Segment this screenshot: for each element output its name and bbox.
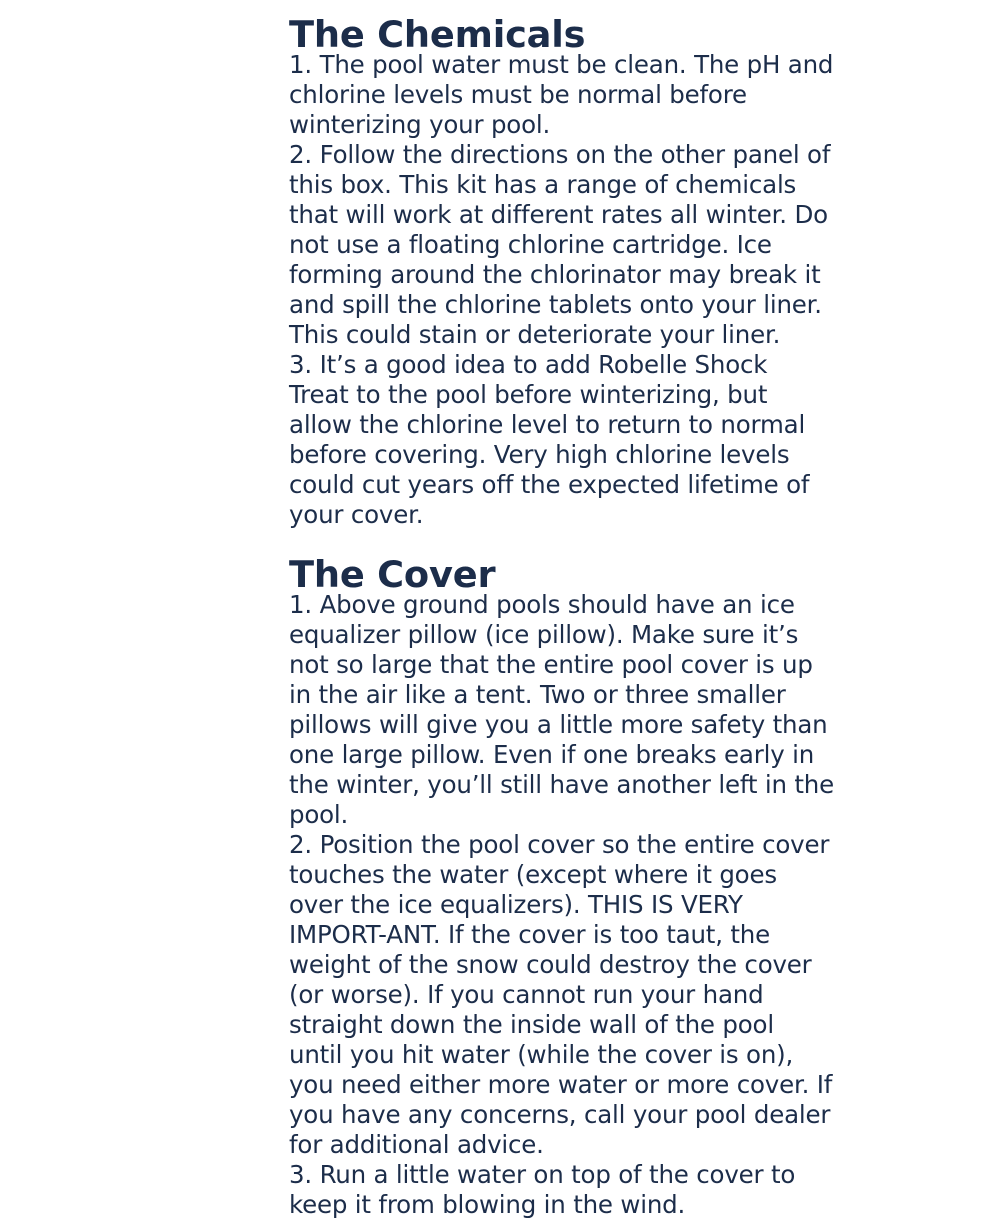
- section-heading-cover: The Cover: [289, 553, 496, 596]
- section-heading-chemicals: The Chemicals: [289, 13, 586, 56]
- section-cover: [289, 553, 834, 1220]
- instruction-document: [289, 13, 834, 1220]
- cover-step-3: 3. Run a little water on top of the cover to keep it from blowing in the wind.: [289, 1160, 796, 1219]
- cover-step-1: 1. Above ground pools should have an ice equalizer pillow (ice pillow). Make sure it’s not so large that the entire pool cover is up in the air like a tent. Two or three smaller pillows will give you a little more safety than one large pillow. Even if one breaks early in the winter, you’ll still have another left in the pool.: [289, 590, 834, 829]
- chemicals-step-3: 3. It’s a good idea to add Robelle Shock Treat to the pool before winterizing, but allow the chlorine level to return to normal before covering. Very high chlorine levels could cut years off the expected lifetime of your cover.: [289, 350, 810, 529]
- cover-step-2: 2. Position the pool cover so the entire cover touches the water (except where it goes over the ice equalizers). THIS IS VERY IMPORT-ANT. If the cover is too taut, the weight of the snow could destroy the cover (or worse). If you cannot run your hand straight down the inside wall of the pool until you hit water (while the cover is on), you need either more water or more cover. If you have any concerns, call your pool dealer for additional advice.: [289, 830, 833, 1159]
- chemicals-step-2: 2. Follow the directions on the other panel of this box. This kit has a range of chemicals that will work at different rates all winter. Do not use a floating chlorine cartridge. Ice forming around the chlorinator may break it and spill the chlorine tablets onto your liner. This could stain or deteriorate your liner.: [289, 140, 831, 349]
- chemicals-step-1: 1. The pool water must be clean. The pH and chlorine levels must be normal before winterizing your pool.: [289, 50, 834, 139]
- section-chemicals: [289, 13, 834, 530]
